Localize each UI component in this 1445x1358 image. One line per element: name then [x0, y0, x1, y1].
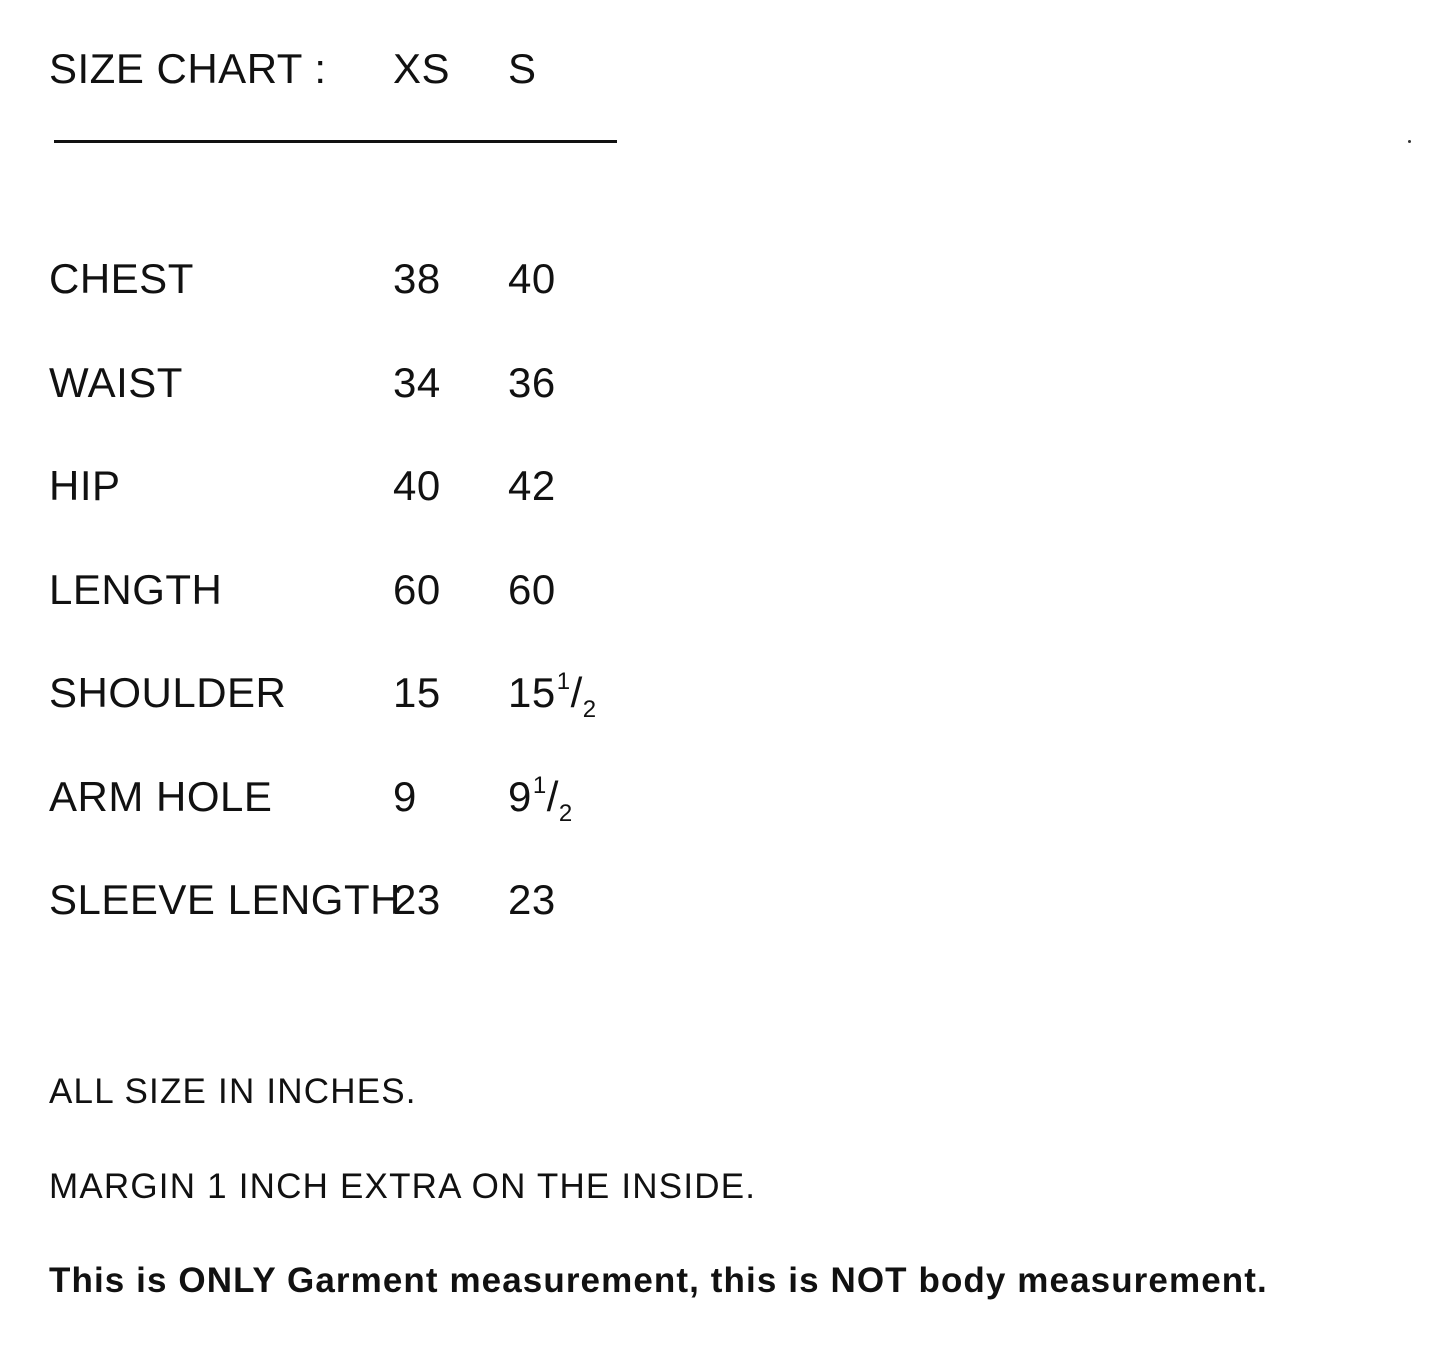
row-label: HIP	[49, 462, 121, 509]
value-xs: 9	[393, 772, 417, 820]
row-label: SLEEVE LENGTH	[49, 876, 401, 923]
value-xs: 40	[393, 462, 441, 509]
size-chart-header	[49, 42, 749, 96]
column-header-xs: XS	[393, 45, 451, 92]
size-chart-title: SIZE CHART :	[49, 45, 327, 92]
value-s-fraction	[508, 666, 597, 727]
row-label: WAIST	[49, 358, 183, 406]
table-row-sleeve-length	[49, 873, 749, 977]
value-xs: 38	[393, 255, 441, 302]
value-s-fraction	[508, 770, 573, 831]
fraction-slash: /	[546, 772, 559, 820]
value-s-whole: 15	[508, 669, 556, 716]
margin-note: MARGIN 1 INCH EXTRA ON THE INSIDE.	[49, 1167, 757, 1206]
row-label: CHEST	[49, 255, 194, 302]
measurement-table	[49, 252, 749, 977]
value-s: 60	[508, 565, 556, 613]
row-label: ARM HOLE	[49, 772, 273, 820]
table-row-waist	[49, 356, 749, 460]
fraction-denominator: 2	[582, 696, 597, 723]
value-xs: 34	[393, 358, 441, 406]
column-header-s: S	[508, 45, 537, 92]
value-xs: 23	[393, 876, 441, 923]
row-label: LENGTH	[49, 565, 223, 613]
table-row-hip	[49, 459, 749, 563]
stray-dot	[1408, 140, 1411, 143]
value-s: 40	[508, 255, 556, 302]
fraction-denominator: 2	[558, 799, 573, 827]
fraction-numerator: 1	[556, 668, 571, 695]
value-s: 42	[508, 462, 556, 509]
table-row-chest	[49, 252, 749, 356]
value-xs: 60	[393, 565, 441, 613]
table-row-arm-hole	[49, 770, 749, 874]
value-s: 23	[508, 876, 556, 923]
value-s-whole: 9	[508, 772, 532, 820]
value-s: 36	[508, 358, 556, 406]
fraction-slash: /	[570, 669, 583, 716]
fraction-numerator: 1	[532, 771, 547, 799]
row-label: SHOULDER	[49, 669, 287, 716]
table-row-length	[49, 563, 749, 667]
units-note: ALL SIZE IN INCHES.	[49, 1072, 417, 1111]
header-underline	[54, 140, 617, 143]
garment-disclaimer: This is ONLY Garment measurement, this is NOT body measurement.	[49, 1261, 1268, 1300]
table-row-shoulder	[49, 666, 749, 770]
value-xs: 15	[393, 669, 441, 716]
